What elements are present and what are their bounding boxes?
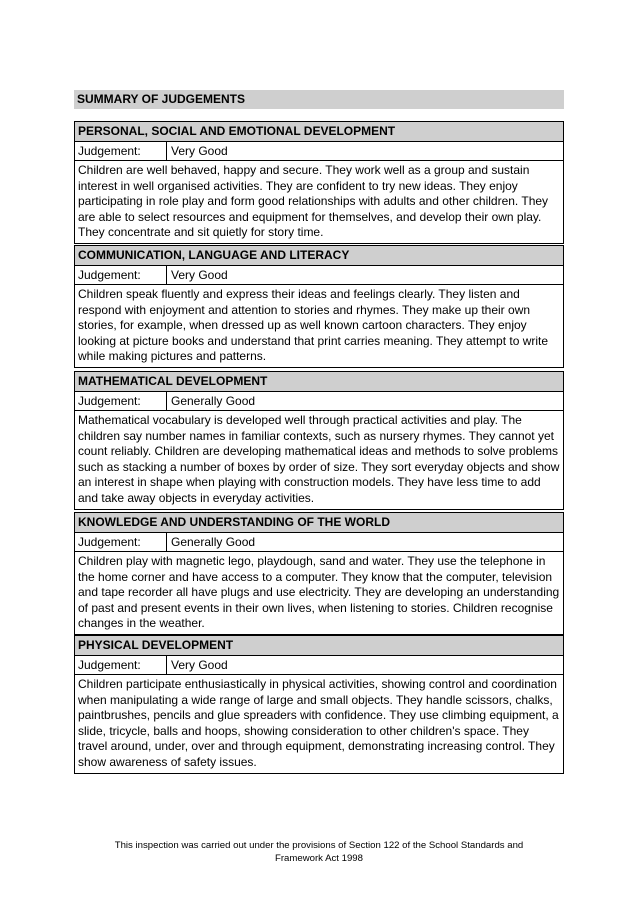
judgement-row <box>75 142 563 161</box>
judgement-label: Judgement: <box>75 142 167 160</box>
section-title: MATHEMATICAL DEVELOPMENT <box>75 372 563 392</box>
judgement-value: Generally Good <box>171 535 256 549</box>
section-physical-development <box>74 635 564 774</box>
section-text: Children are well behaved, happy and secure. They work well as a group and sustain interest in well organised activities. They are confident to try new ideas. They enjoy participating in role play and form good relationships with adults and other children. They are able to select resources and equipment for themselves, and develop their own play. They concentrate and sit quietly for story time. <box>78 163 549 240</box>
judgement-value: Generally Good <box>171 394 256 408</box>
section-text: Children speak fluently and express their ideas and feelings clearly. They listen and respond with enjoyment and attention to stories and rhymes. They make up their own stories, for example, when dressed up as well known cartoon characters. They enjoy looking at picture books and understand that print carries meaning. They attempt to write while making pictures and patterns. <box>78 287 549 364</box>
judgement-value: Very Good <box>171 658 228 672</box>
section-text: Children participate enthusiastically in physical activities, showing control and coordination when manipulating a wide range of large and small objects. They handle scissors, chalks, paintbrushes, pencils and glue spreaders with confidence. They use climbing equipment, a slide, tricycle, balls and hoops, showing consideration to other children's space. They travel around, under, over and through equipment, demonstrating increasing control. They show awareness of safety issues. <box>78 677 559 769</box>
judgement-row <box>75 392 563 411</box>
footer-line-1: This inspection was carried out under the provisions of Section 122 of the School Standards and <box>114 840 524 851</box>
judgement-row <box>75 656 563 675</box>
footer-note <box>74 840 564 865</box>
judgement-label: Judgement: <box>75 392 167 410</box>
section-title: PHYSICAL DEVELOPMENT <box>75 636 563 656</box>
judgement-label: Judgement: <box>75 266 167 284</box>
judgement-value: Very Good <box>171 268 228 282</box>
judgement-label: Judgement: <box>75 656 167 674</box>
section-communication-language-literacy <box>74 245 564 368</box>
section-knowledge-understanding-world <box>74 512 564 635</box>
section-title: PERSONAL, SOCIAL AND EMOTIONAL DEVELOPMENT <box>75 122 563 142</box>
judgement-row <box>75 266 563 285</box>
judgement-value: Very Good <box>171 144 228 158</box>
judgement-label: Judgement: <box>75 533 167 551</box>
section-personal-social-emotional <box>74 121 564 244</box>
section-title: KNOWLEDGE AND UNDERSTANDING OF THE WORLD <box>75 513 563 533</box>
page-title: SUMMARY OF JUDGEMENTS <box>74 90 564 109</box>
section-text: Children play with magnetic lego, playdough, sand and water. They use the telephone in the home corner and have access to a computer. They know that the computer, television and tape recorder all have plugs and use electricity. They are developing an understanding of past and present events in their own lives, when listening to stories. Children recognise changes in the weather. <box>78 554 560 631</box>
footer-line-2: Framework Act 1998 <box>275 852 363 864</box>
judgement-row <box>75 533 563 552</box>
section-text: Mathematical vocabulary is developed well through practical activities and play. The children say number names in familiar contexts, such as nursery rhymes. They cannot yet count reliably. Children are developing mathematical ideas and methods to solve problems such as stacking a number of boxes by order of size. They sort everyday objects and show an interest in shape when playing with construction models. They have less time to add and take away objects in everyday activities. <box>78 413 560 505</box>
section-title: COMMUNICATION, LANGUAGE AND LITERACY <box>75 246 563 266</box>
section-mathematical-development <box>74 371 564 510</box>
